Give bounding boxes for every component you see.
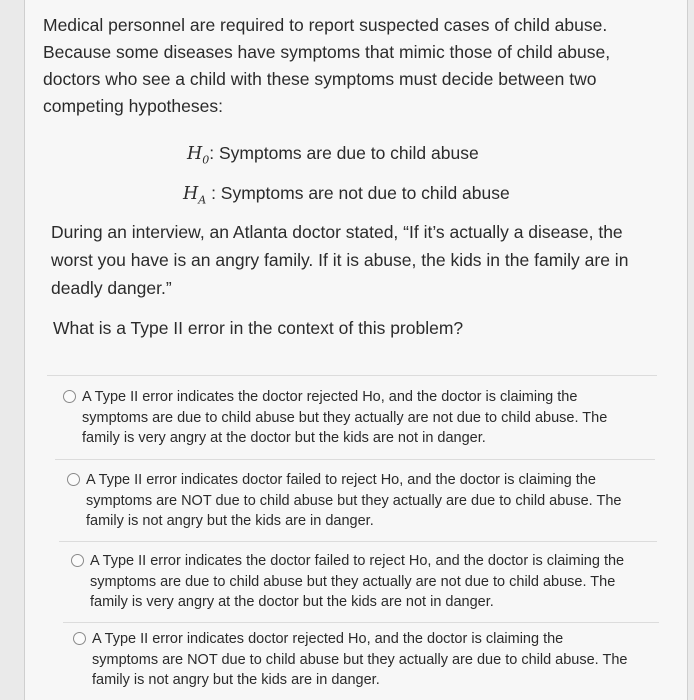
null-hypothesis-symbol: $H_0$ [187,144,210,167]
alternative-hypothesis [183,181,510,213]
answer-option-1[interactable] [63,387,623,449]
question-panel [24,0,688,700]
radio-button[interactable] [67,473,80,486]
radio-button[interactable] [73,632,86,645]
divider [47,375,657,376]
null-hypothesis-text: : Symptoms are due to child abuse [209,143,479,163]
answer-option-3[interactable] [71,551,631,613]
answer-option-2[interactable] [67,470,627,532]
alternative-hypothesis-text: : Symptoms are not due to child abuse [206,183,510,203]
answer-option-label: A Type II error indicates the doctor rejected Ho, and the doctor is claiming the symptoms are due to child abuse but they actually are not due to child abuse. The family is very angry at the doctor but the kids are not in danger. [82,389,608,446]
null-hypothesis [187,141,479,173]
radio-button[interactable] [71,554,84,567]
alternative-hypothesis-symbol: $H_A$ [183,184,207,207]
divider [59,541,657,542]
answer-option-label: A Type II error indicates doctor failed to reject Ho, and the doctor is claiming the symptoms are NOT due to child abuse but they actually are due to child abuse. The family is not angry but the kids are in danger. [86,472,622,529]
answer-option-label: A Type II error indicates doctor rejected Ho, and the doctor is claiming the symptoms are NOT due to child abuse but they actually are due to child abuse. The family is not angry but the kids are in danger. [92,631,628,688]
answer-option-4[interactable] [73,629,633,691]
question-prompt: What is a Type II error in the context of this problem? [53,318,464,338]
radio-button[interactable] [63,390,76,403]
question-intro: Medical personnel are required to report suspected cases of child abuse. Because some diseases have symptoms that mimic those of child abuse, doctors who see a child with these symptoms must decide between two competing hypotheses: [43,15,611,116]
divider [63,622,659,623]
answer-option-label: A Type II error indicates the doctor failed to reject Ho, and the doctor is claiming the symptoms are due to child abuse but they actually are not due to child abuse. The family is very angry at the doctor but the kids are not in danger. [90,553,625,610]
divider [55,459,655,460]
doctor-quote: During an interview, an Atlanta doctor stated, “If it’s actually a disease, the worst you have is an angry family. If it is abuse, the kids in the family are in deadly danger.” [51,222,629,298]
